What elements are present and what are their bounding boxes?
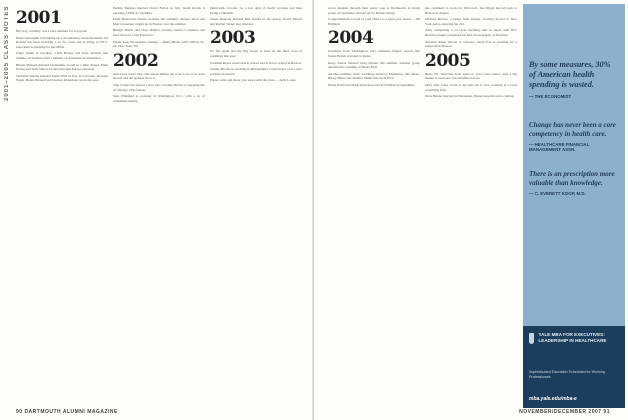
note-paragraph: Debbie Berman married David Fulton in July. Sarah Kozak is pursuing a PhD at Columbia. xyxy=(113,6,205,15)
class-year-heading: 2005 xyxy=(425,50,471,71)
ad-logo-text: YALE MBA FOR EXECUTIVES: LEADERSHIP IN HEALTHCARE xyxy=(538,332,607,343)
note-paragraph: Amanda Anner moved to Chicago. Sarah Fox is working for a nonprofit in Boston. xyxy=(425,39,517,49)
note-paragraph: Sam Whitfield is working in Washington, D.C., with a lot of classmates nearby. xyxy=(113,94,205,103)
ad-low-cite: — C. EVERETT KOOP, M.D. xyxy=(529,191,586,197)
note-paragraph: Congratulations to both of you! Here's to a great year ahead. —Jill Halligan xyxy=(328,17,420,26)
note-paragraph: Natalie Brooks is teaching in Philadelphia. Liam Foster took a new position in Seattle. xyxy=(210,67,302,76)
note-paragraph: Hello '05, Welcome back again to your Class News. And a big thanks to everyone who submitted news. xyxy=(425,71,517,81)
ad-mid-cite: — HEALTHCARE FINANCIAL MANAGEMENT ASSN. xyxy=(529,142,590,153)
note-paragraph: Bridget Parker and Nora Dunbar recently started a business and have moved to San Francisco. xyxy=(113,28,205,37)
class-year-heading: 2004 xyxy=(328,28,374,49)
note-paragraph: Jenny Alden is teaching. Chris Barnes and Kate married this summer in Vermont with a number of classmates in attendance. xyxy=(16,51,108,60)
column-e xyxy=(425,6,517,398)
ad-logo xyxy=(529,332,621,344)
note-paragraph: Jonathan Reyes went back to school and is in law school in Boston. xyxy=(210,60,302,65)
yale-shield-icon xyxy=(529,333,534,344)
ad-url-link[interactable]: mba.yale.edu/mba-e xyxy=(529,396,577,402)
class-year-heading: 2001 xyxy=(16,8,62,28)
note-paragraph: Please write and share your news with the class. —Amy Lopez xyxy=(210,78,296,83)
ad-footer-text: Sophisticated Education Scheduled for Working Professionals xyxy=(529,370,605,379)
note-paragraph: Mary Ann Jones wrote to me that she is now working at a local consulting firm. xyxy=(425,82,517,92)
note-paragraph: It's fall again and the Big Green is back on the field. Lots of weddings this year. xyxy=(210,49,302,58)
page-folio-left: 90 DARTMOUTH ALUMNI MAGAZINE xyxy=(16,409,118,415)
note-paragraph: Hunter Pinhorn married Clementine Gould in a little chapel. Ellen Ewing and Nick Sutton traveled through Europe and Asia. xyxy=(16,62,108,72)
note-paragraph: Dubrovnik, Croatia, for a few days of beach vacation and then flying to Munich. xyxy=(210,6,302,15)
ad-mid-quote: Change has never been a core competency in health care. xyxy=(529,121,616,138)
note-paragraph: Please keep the updates coming! —Maria Blum, 4201 Willow St., #4, New York, NY xyxy=(113,39,205,49)
note-paragraph: Hey hey, certainly was a busy summer for everyone! xyxy=(16,29,88,33)
advertisement-panel xyxy=(523,4,625,408)
section-side-label: 2001–2005 CLASS NOTES xyxy=(4,6,10,102)
note-paragraph: Dave Hunter married in Nantucket. Please keep the news coming. xyxy=(425,94,515,99)
note-paragraph: Kerry Alston married Greg Warner this summer. Another group attended the wedding of Becky Holt. xyxy=(328,60,420,70)
ad-lead-cite: — THE ECONOMIST xyxy=(529,94,572,99)
note-paragraph: seven students through their senior year at Dartmouth. A strong group of classmates showed up for Homecoming. xyxy=(328,6,420,15)
ad-lead-quote: By some measures, 30% of American health spending is wasted. xyxy=(529,60,611,89)
note-paragraph: has continued to work for Microsoft. Jen Myget moved back to Boston in August. xyxy=(425,6,517,15)
note-paragraph: After completing a two-year teaching stint in Japan with JET, Brandon Jaeger completed his MA in Geography at Stanford. xyxy=(425,28,517,37)
ad-low-quote: There is an prescription more valuable than knowledge. xyxy=(529,170,615,187)
note-paragraph: Greetings from Washington, DC! Adrienne Draper reports that Susan Barrett traveled to Spain. xyxy=(328,49,420,58)
note-paragraph: Another summer, more weddings. Rebecca Ehrichsen, Julie Reno, Hilary Baker and Jennifer Miller met up in NYC. xyxy=(328,71,420,81)
note-paragraph: Emily Klein and Mark Robertson wed in Vermont in September. xyxy=(328,82,416,87)
class-year-heading: 2003 xyxy=(210,28,256,49)
class-year-heading: 2002 xyxy=(113,50,159,71)
page-folio-right: NOVEMBER/DECEMBER 2007 91 xyxy=(519,409,610,415)
column-b xyxy=(113,6,205,398)
note-paragraph: Erika Halvorsen started working this summer. Andrea Zhou and Matt Grossman caught up in Boston over the summer. xyxy=(113,17,205,26)
note-paragraph: And we're back! The class keeps hitting the road. Lots of us have moved and the updates show it. xyxy=(113,71,205,81)
column-a xyxy=(16,6,108,398)
note-paragraph: Susan Peterson married Ben Arnold in the spring. Kevin Morris and Rachel Turner also married. xyxy=(210,17,302,26)
note-paragraph: Christina Tsuang married Justin Wolf in July in Colorado. Rosalyn Nagle, Helen Driskell and Lindsey Ridenhour are in the area. xyxy=(16,73,108,83)
note-paragraph: Michael Brewer, a hedge fund analyst, recently moved to New York and is enjoying the city. xyxy=(425,17,517,26)
column-d xyxy=(328,6,420,398)
note-paragraph: Tom Calder has started a new job. Caroline Davies is enjoying life in Chicago with friends. xyxy=(113,82,205,92)
note-paragraph: Elena Gheorghiu is finishing up a documentary about Romania. Ed Roman has been traveling a lot for work and is living in NYC. Gina Rath is studying for her MBA. xyxy=(16,35,108,49)
column-c xyxy=(210,6,302,398)
